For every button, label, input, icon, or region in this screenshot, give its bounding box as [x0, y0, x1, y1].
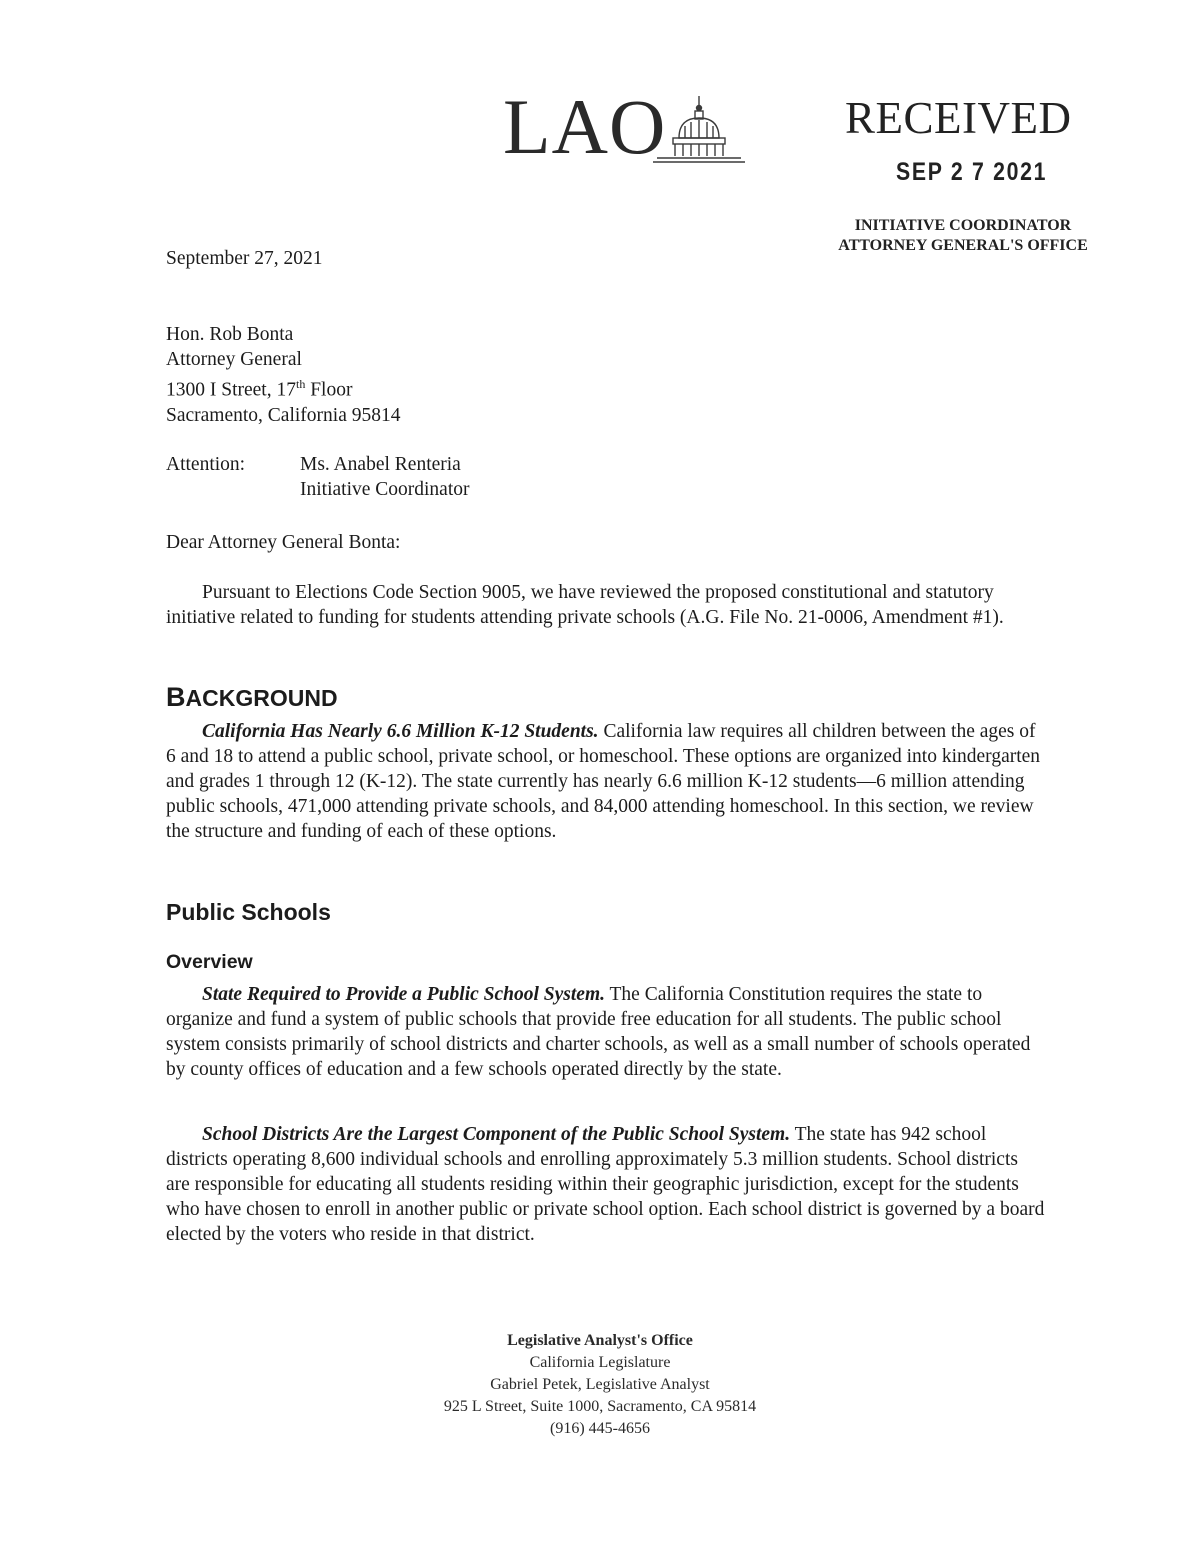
footer-analyst: Gabriel Petek, Legislative Analyst [490, 1376, 710, 1393]
attention-name: Ms. Anabel Renteria [300, 454, 461, 475]
overview-lead-1: State Required to Provide a Public School System. [202, 984, 605, 1005]
recipient-street: 1300 I Street, 17th Floor [166, 377, 353, 401]
attention-title: Initiative Coordinator [300, 479, 470, 500]
overview-subheading: Overview [166, 951, 253, 973]
background-paragraph: California Has Nearly 6.6 Million K-12 Students. California law requires all children between the ages of 6 and 18 to attend a public school, private school, or homeschool. These options are organized into kindergarten and grades 1 through 12 (K-12). The state currently has nearly 6.6 million K-12 students—6 million attending public schools, 471,000 attending private schools, and 84,000 attending homeschool. In this section, we review the structure and funding of each of these options. [166, 721, 1041, 842]
footer-address: 925 L Street, Suite 1000, Sacramento, CA 95814 [443, 1398, 757, 1415]
recipient-name: Hon. Rob Bonta [166, 324, 294, 345]
letterhead-footer [300, 1330, 900, 1440]
overview-paragraph-2: School Districts Are the Largest Component of the Public School System. The state has 942 school districts operating 8,600 individual schools and enrolling approximately 5.3 million students. School districts are responsible for educating all students residing within their geographic jurisdiction, except for the students who have chosen to enroll in another public or private school option. Each school district is governed by a board elected by the voters who reside in that district. [166, 1124, 1045, 1245]
received-stamp: RECEIVED [845, 93, 1072, 143]
background-heading: BACKGROUND [166, 682, 338, 712]
stamp-line-1: INITIATIVE COORDINATOR [854, 217, 1072, 234]
salutation: Dear Attorney General Bonta: [166, 532, 401, 553]
stamp-date: SEP 2 7 2021 [896, 158, 1048, 186]
lao-logo [503, 83, 753, 170]
capitol-dome-icon [653, 94, 745, 164]
logo-text: LAO [503, 83, 667, 170]
attention-block [300, 452, 470, 502]
stamp-line-2: ATTORNEY GENERAL'S OFFICE [838, 237, 1088, 254]
attention-label: Attention: [166, 454, 246, 475]
intro-paragraph: Pursuant to Elections Code Section 9005, we have reviewed the proposed constitutional and statutory initiative related to funding for students attending private schools (A.G. File No. 21-0006, Amendment #1). [166, 582, 1004, 628]
footer-office: Legislative Analyst's Office [507, 1332, 693, 1349]
overview-lead-2: School Districts Are the Largest Component of the Public School System. [202, 1124, 791, 1145]
background-lead: California Has Nearly 6.6 Million K-12 Students. [202, 721, 599, 742]
recipient-address [166, 322, 400, 428]
footer-phone: (916) 445-4656 [550, 1420, 650, 1437]
footer-legislature: California Legislature [529, 1354, 671, 1371]
stamp-office [808, 216, 1118, 256]
recipient-title: Attorney General [166, 349, 302, 370]
recipient-city: Sacramento, California 95814 [166, 404, 401, 426]
overview-paragraph-1: State Required to Provide a Public School System. The California Constitution requires the state to organize and fund a system of public schools that provide free education for all students. The public school system consists primarily of school districts and charter schools, as well as a small number of schools operated by county offices of education and a few schools operated directly by the state. [166, 984, 1031, 1080]
letter-date: September 27, 2021 [166, 248, 323, 269]
public-schools-heading: Public Schools [166, 899, 331, 925]
